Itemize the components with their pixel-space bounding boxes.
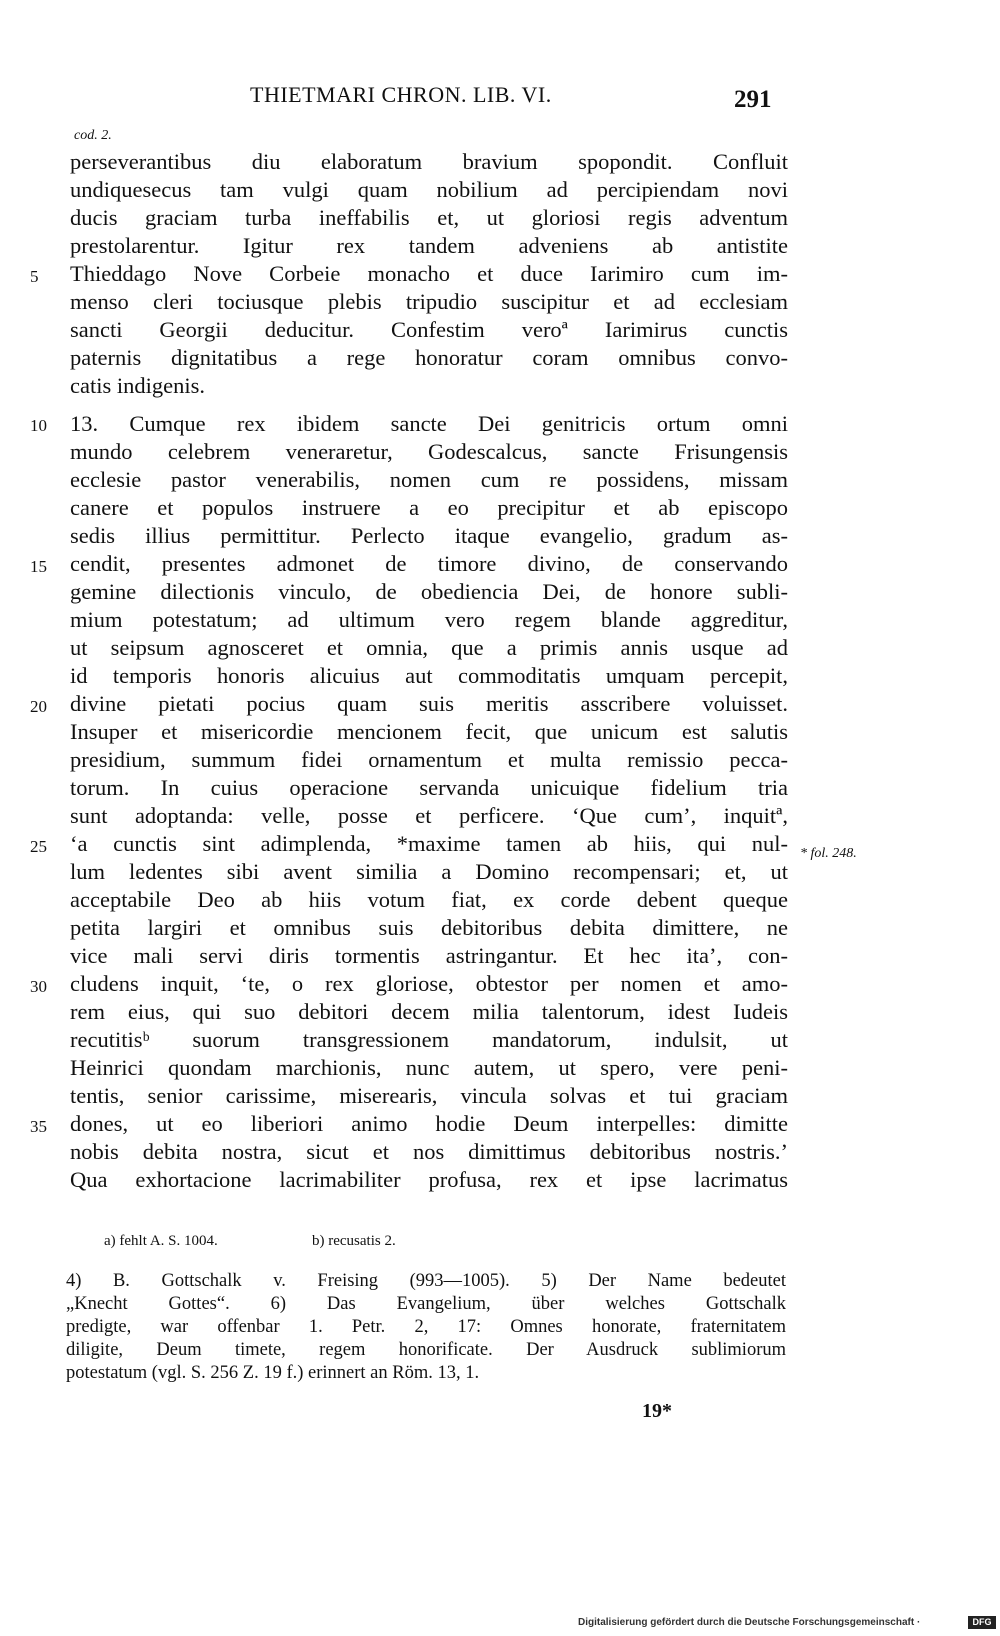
text-line: presidium, summum fidei ornamentum et multa remissio pecca- [70,747,788,772]
footnote-line: potestatum (vgl. S. 256 Z. 19 f.) erinnert an Röm. 13, 1. [66,1363,480,1383]
footnote-line: „Knecht Gottes“. 6) Das Evangelium, über welches Gottschalk [66,1294,786,1314]
text-line: tentis, senior carissime, miserearis, vincula solvas et tui graciam [70,1083,788,1108]
text-line: ut seipsum agnosceret et omnia, que a primis annis usque ad [70,635,788,660]
text-line: cendit, presentes admonet de timore divino, de conservando [70,551,788,576]
text-line: 13. Cumque rex ibidem sancte Dei genitricis ortum omni [70,411,788,436]
line-number: 5 [30,267,39,286]
text-line: Qua exhortacione lacrimabiliter profusa, rex et ipse lacrimatus [70,1167,788,1192]
text-line: paternis dignitatibus a rege honoratur coram omnibus convo- [70,345,788,370]
text-line: ducis graciam turba ineffabilis et, ut gloriosi regis adventum [70,205,788,230]
text-line: mium potestatum; ad ultimum vero regem blande aggreditur, [70,607,788,632]
text-line: vice mali servi diris tormentis astringantur. Et hec ita’, con- [70,943,788,968]
text-line: gemine dilectionis vinculo, de obediencia Dei, de honore subli- [70,579,788,604]
folio-margin-note: * fol. 248. [800,846,857,861]
text-line: petita largiri et omnibus suis debitoribus debita dimittere, ne [70,915,788,940]
text-line: perseverantibus diu elaboratum bravium spopondit. Confluit [70,149,788,174]
line-number: 10 [30,416,47,435]
text-line: lum ledentes sibi avent similia a Domino recompensari; et, ut [70,859,788,884]
text-line: sunt adoptanda: velle, posse et perficere. ‘Que cum’, inquitª, [70,803,788,828]
apparatus-note-a: a) fehlt A. S. 1004. [104,1233,218,1249]
line-number: 20 [30,697,47,716]
text-line: sancti Georgii deducitur. Confestim veroª Iarimirus cunctis [70,317,788,342]
text-line: mundo celebrem veneraretur, Godescalcus, sancte Frisungensis [70,439,788,464]
line-number: 25 [30,837,47,856]
text-line: ‘a cunctis sint adimplenda, *maxime tamen ab hiis, qui nul- [70,831,788,856]
text-line: catis indigenis. [70,373,205,398]
footnote-line: predigte, war offenbar 1. Petr. 2, 17: Omnes honorate, fraternitatem [66,1317,786,1337]
text-line: ecclesie pastor venerabilis, nomen cum re possidens, missam [70,467,788,492]
signature-mark: 19* [642,1400,672,1422]
text-line: divine pietati pocius quam suis meritis asscribere voluisset. [70,691,788,716]
text-line: recutitisᵇ suorum transgressionem mandatorum, indulsit, ut [70,1027,788,1052]
footnote-line: 4) B. Gottschalk v. Freising (993—1005). 5) Der Name bedeutet [66,1271,786,1291]
apparatus-note-b: b) recusatis 2. [312,1233,396,1249]
text-line: id temporis honoris alicuius aut commoditatis umquam percepit, [70,663,788,688]
dfg-logo: DFG [968,1616,996,1629]
line-number: 15 [30,557,47,576]
text-line: menso cleri tociusque plebis tripudio suscipitur et ad ecclesiam [70,289,788,314]
running-header: THIETMARI CHRON. LIB. VI. [250,82,552,107]
text-line: Insuper et misericordie mencionem fecit, que unicum est salutis [70,719,788,744]
footnote-line: diligite, Deum timete, regem honorificate. Der Ausdruck sublimiorum [66,1340,786,1360]
text-line: prestolarentur. Igitur rex tandem adveniens ab antistite [70,233,788,258]
codex-label: cod. 2. [74,128,112,143]
page-number: 291 [734,86,772,113]
text-line: dones, ut eo liberiori animo hodie Deum interpelles: dimitte [70,1111,788,1136]
text-line: Heinrici quondam marchionis, nunc autem, ut spero, vere peni- [70,1055,788,1080]
line-number: 35 [30,1117,47,1136]
text-line: torum. In cuius operacione servanda unicuique fidelium tria [70,775,788,800]
text-line: canere et populos instruere a eo precipitur et ab episcopo [70,495,788,520]
text-line: cludens inquit, ‘te, o rex gloriose, obtestor per nomen et amo- [70,971,788,996]
text-line: Thieddago Nove Corbeie monacho et duce Iarimiro cum im- [70,261,788,286]
text-line: acceptabile Deo ab hiis votum fiat, ex corde debent queque [70,887,788,912]
text-line: nobis debita nostra, sicut et nos dimittimus debitoribus nostris.’ [70,1139,788,1164]
text-line: undiquesecus tam vulgi quam nobilium ad percipiendam novi [70,177,788,202]
line-number: 30 [30,977,47,996]
digitization-credit: Digitalisierung gefördert durch die Deutsche Forschungsgemeinschaft · [578,1617,921,1628]
text-line: sedis illius permittitur. Perlecto itaque evangelio, gradum as- [70,523,788,548]
text-line: rem eius, qui suo debitori decem milia talentorum, idest Iudeis [70,999,788,1024]
